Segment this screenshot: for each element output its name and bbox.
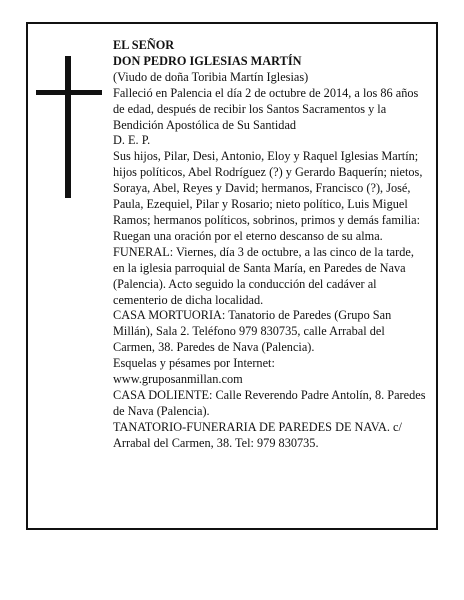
funeral-details: FUNERAL: Viernes, día 3 de octubre, a las cinco de la tarde, en la iglesia parroquial de Santa María, en Paredes de Nava (Palencia). Acto seguido la conducción del cadáver al cementerio de dicha localidad. — [113, 244, 414, 307]
heading-line-1: EL SEÑOR — [113, 38, 175, 52]
family-list: Sus hijos, Pilar, Desi, Antonio, Eloy y Raquel Iglesias Martín; hijos políticos, Abel Rodríguez (?) y Gerardo Baquerín; nietos, Soraya, Abel, Reyes y David; hermanos, Francisco (?), José, Paula, Ezequiel, Pilar y Rosario; nieto político, Luis Miguel Ramos; hermanos políticos, sobrinos, primos y demás familia: — [113, 149, 423, 227]
casa-mortuoria: CASA MORTUORIA: Tanatorio de Paredes (Grupo San Millán), Sala 2. Teléfono 979 830735, calle Arrabal del Carmen, 38. Paredes de Nava (Palencia). — [113, 308, 392, 355]
obituary-text — [113, 38, 428, 452]
condolences-label: Esquelas y pésames por Internet: — [113, 356, 275, 371]
prayer-request: Ruegan una oración por el eterno descanso de su alma. — [113, 228, 383, 243]
widower-note: (Viudo de doña Toribia Martín Iglesias) — [113, 69, 309, 84]
death-announcement: Falleció en Palencia el día 2 de octubre de 2014, a los 86 años de edad, después de recibir los Santos Sacramentos y la Bendición Apostólica de Su Santidad — [113, 85, 419, 132]
casa-doliente: CASA DOLIENTE: Calle Reverendo Padre Antolín, 8. Paredes de Nava (Palencia). — [113, 387, 426, 418]
condolences-url: www.gruposanmillan.com — [113, 372, 243, 387]
cross-icon — [36, 56, 102, 198]
rip-text: D. E. P. — [113, 133, 151, 148]
deceased-name: DON PEDRO IGLESIAS MARTÍN — [113, 53, 302, 68]
funeral-home: TANATORIO-FUNERARIA DE PAREDES DE NAVA. c/ Arrabal del Carmen, 38. Tel: 979 830735. — [113, 419, 402, 450]
